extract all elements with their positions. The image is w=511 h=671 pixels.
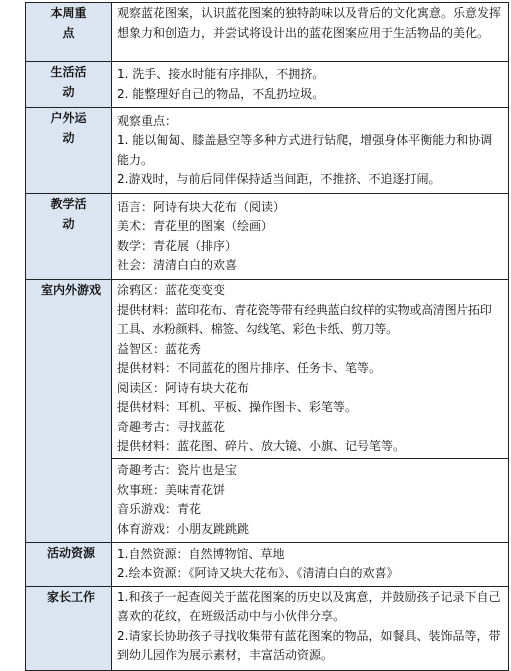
teaching-line: 美术：青花里的图案（绘画） [117,219,274,233]
outdoor-games-content [112,458,509,542]
table-row [26,62,509,108]
area-line: 提供材料：蓝印花布、青花瓷等带有经典蓝白纹样的实物或高清图片拓印工具、水粉颜料、棉签、勾线笔、彩色卡纸、剪刀等。 [117,302,492,336]
row-label-weekly-goal [26,3,112,62]
outdoor-game-line: 炊事班：美味青花饼 [117,482,226,497]
life-content [112,62,509,108]
row-label-life [26,62,112,108]
life-line: 2. 能整理好自己的物品，不乱扔垃圾。 [117,86,325,101]
weekly-plan-table [25,2,509,671]
parents-line: 1.和孩子一起查阅关于蓝花图案的历史以及寓意，并鼓励孩子记录下自己喜欢的花纹，在班级活动中与小伙伴分享。 [117,589,501,623]
table-row [26,108,509,194]
table-row [26,542,509,586]
area-line: 提供材料：蓝花图、碎片、放大镜、小旗、记号笔等。 [117,439,406,453]
teaching-line: 数学：青花展（排序） [117,238,238,253]
weekly-goal-content [112,3,509,62]
resources-line: 1.自然资源：自然博物馆、草地 [117,546,285,561]
row-label-games [26,280,112,543]
label-text: 教学活动 [50,197,87,231]
indoor-areas-content [112,280,509,459]
resources-line: 2.绘本资源：《阿诗又块大花布》、《清清白白的欢喜》 [117,566,399,580]
label-text: 活动资源 [46,545,95,560]
area-line: 益智区：蓝花秀 [117,341,202,356]
resources-content [112,542,509,586]
row-label-outdoor [26,108,112,194]
area-line: 涂鸦区：蓝花变变变 [117,283,226,297]
parents-line: 2.请家长协助孩子寻找收集带有蓝花图案的物品，如餐具、装饰品等，带到幼儿园作为展示素材，丰富活动资源。 [117,628,501,662]
outdoor-game-line: 音乐游戏：青花 [117,502,202,516]
area-line: 提供材料：不同蓝花的图片排序、任务卡、笔等。 [117,361,382,375]
outdoor-line: 观察重点： [117,113,178,128]
label-text: 户外运动 [50,111,87,145]
row-label-parents [26,586,112,670]
outdoor-content [112,108,509,194]
table-row [26,280,509,459]
label-text: 本周重点 [50,6,87,40]
table-row [26,3,509,62]
parents-content [112,586,509,670]
table-row [26,194,509,280]
row-label-teaching [26,194,112,280]
teaching-line: 语言：阿诗有块大花布（阅读） [117,199,286,214]
teaching-line: 社会：清清白白的欢喜 [117,258,238,272]
area-line: 提供材料：耳机、平板、操作图卡、彩笔等。 [117,400,358,414]
outdoor-game-line: 体育游戏：小朋友跳跳跳 [117,521,250,536]
area-line: 奇趣考古：寻找蓝花 [117,419,226,434]
teaching-content [112,194,509,280]
label-text: 生活活动 [50,65,87,99]
label-text: 家长工作 [46,589,95,604]
weekly-goal-text: 观察蓝花图案，认识蓝花图案的独特韵味以及背后的文化寓意。乐意发挥想象力和创造力，并尝试将设计出的蓝花图案应用于生活物品的美化。 [117,6,502,40]
outdoor-line: 2.游戏时，与前后同伴保持适当间距，不推挤、不追逐打闹。 [117,172,441,186]
outdoor-line: 1. 能以匍匐、膝盖悬空等多种方式进行钻爬，增强身体平衡能力和协调能力。 [117,133,493,167]
life-line: 1. 洗手、接水时能有序排队，不拥挤。 [117,67,325,81]
outdoor-game-line: 奇趣考古：瓷片也是宝 [117,463,238,477]
table-row [26,586,509,670]
label-text: 室内外游戏 [40,283,101,297]
row-label-resources [26,542,112,586]
area-line: 阅读区：阿诗有块大花布 [117,380,250,395]
